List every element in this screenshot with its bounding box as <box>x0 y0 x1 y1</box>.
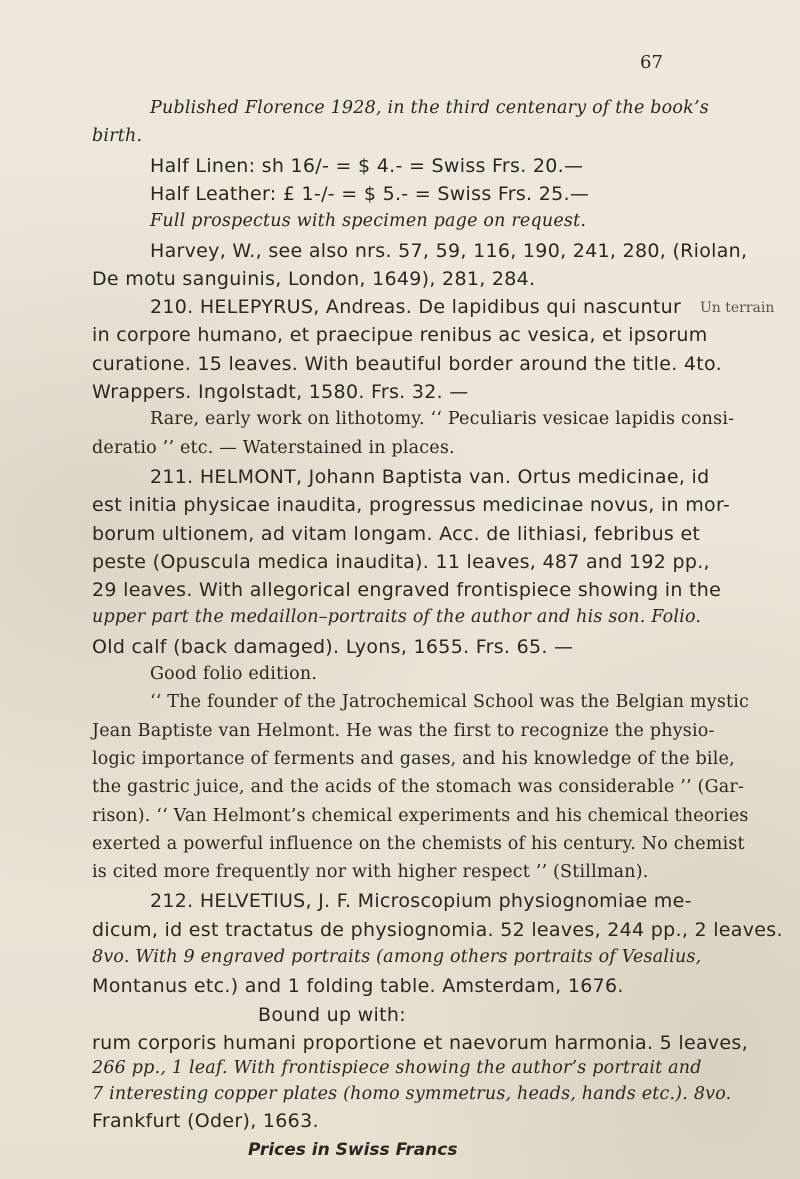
text-line: Rare, early work on lithotomy. ‘‘ Peculiaris vesicae lapidis consi- <box>150 409 735 430</box>
text-line: Jean Baptiste van Helmont. He was the first to recognize the physio- <box>92 720 715 741</box>
text-line: birth. <box>92 126 143 147</box>
text-line: curatione. 15 leaves. With beautiful border around the title. 4to. <box>92 352 722 375</box>
text-line: deratio ’’ etc. — Waterstained in places. <box>92 437 455 458</box>
text-line: 266 pp., 1 leaf. With frontispiece showing the author’s portrait and <box>92 1057 702 1078</box>
text-line: Wrappers. Ingolstadt, 1580. Frs. 32. — <box>92 381 469 403</box>
text-line: De motu sanguinis, London, 1649), 281, 284. <box>92 267 536 290</box>
text-line: upper part the medaillon–portraits of the author and his son. Folio. <box>92 607 702 628</box>
text-line: Half Leather: £ 1-/- = $ 5.- = Swiss Frs. 25.— <box>150 182 590 205</box>
page-number: 67 <box>640 52 663 73</box>
text-line: Frankfurt (Oder), 1663. <box>92 1109 319 1132</box>
text-line: exerted a powerful influence on the chemists of his century. No chemist <box>92 833 745 854</box>
text-line: rison). ‘‘ Van Helmont’s chemical experiments and his chemical theories <box>92 805 749 826</box>
text-line: logic importance of ferments and gases, and his knowledge of the bile, <box>92 748 735 769</box>
text-line: dicum, id est tractatus de physiognomia. 52 leaves, 244 pp., 2 leaves. <box>92 918 783 941</box>
margin-note: Un terrain <box>700 300 775 316</box>
text-line: est initia physicae inaudita, progressus medicinae novus, in mor- <box>92 494 731 517</box>
text-line: is cited more frequently nor with higher respect ’’ (Stillman). <box>92 862 649 883</box>
text-line: Half Linen: sh 16/- = $ 4.- = Swiss Frs. 20.— <box>150 154 584 177</box>
text-line: in corpore humano, et praecipue renibus ac vesica, et ipsorum <box>92 324 708 347</box>
text-line: 210. HELEPYRUS, Andreas. De lapidibus qui nascuntur <box>150 296 682 319</box>
text-line: the gastric juice, and the acids of the stomach was considerable ’’ (Gar- <box>92 777 745 798</box>
text-line: rum corporis humani proportione et naevorum harmonia. 5 leaves, <box>92 1031 748 1054</box>
text-line: Good folio edition. <box>150 664 318 684</box>
text-line: Full prospectus with specimen page on request. <box>150 211 587 232</box>
text-line: Old calf (back damaged). Lyons, 1655. Frs. 65. — <box>92 635 574 658</box>
text-line: ‘‘ The founder of the Jatrochemical School was the Belgian mystic <box>150 692 750 713</box>
text-line: peste (Opuscula medica inaudita). 11 leaves, 487 and 192 pp., <box>92 550 710 573</box>
text-line: 29 leaves. With allegorical engraved frontispiece showing in the <box>92 579 722 602</box>
text-line: Published Florence 1928, in the third centenary of the book’s <box>150 98 709 118</box>
text-line: 7 interesting copper plates (homo symmetrus, heads, hands etc.). 8vo. <box>92 1083 732 1104</box>
text-line: Bound up with: <box>258 1003 406 1026</box>
text-line: 212. HELVETIUS, J. F. Microscopium physiognomiae me- <box>150 890 692 913</box>
footer-text: Prices in Swiss Francs <box>248 1139 458 1160</box>
text-line: Montanus etc.) and 1 folding table. Amsterdam, 1676. <box>92 975 624 998</box>
text-line: 8vo. With 9 engraved portraits (among others portraits of Vesalius, <box>92 947 702 967</box>
text-line: 211. HELMONT, Johann Baptista van. Ortus medicinae, id <box>150 465 710 488</box>
text-line: borum ultionem, ad vitam longam. Acc. de lithiasi, febribus et <box>92 522 701 545</box>
text-line: Harvey, W., see also nrs. 57, 59, 116, 190, 241, 280, (Riolan, <box>150 239 748 262</box>
